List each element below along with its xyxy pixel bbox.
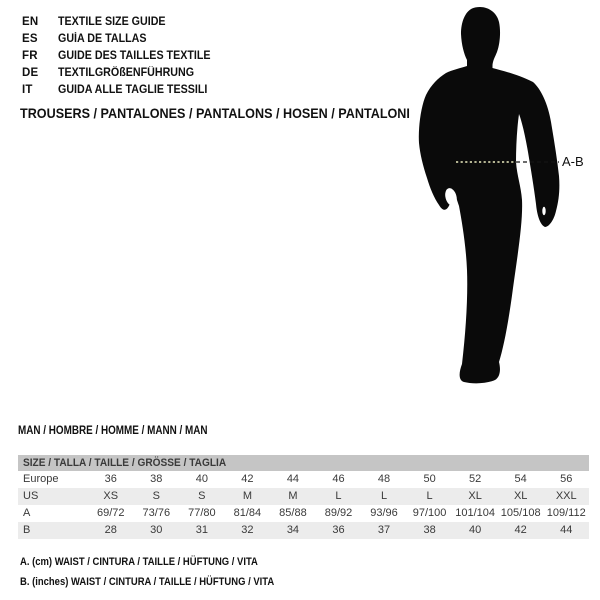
size-cell: 85/88 (279, 507, 307, 519)
row-label: US (23, 490, 39, 502)
size-cell: L (335, 490, 342, 502)
size-cell: 34 (286, 524, 300, 536)
size-cell: 56 (560, 473, 573, 485)
language-code: IT (22, 83, 33, 96)
size-cell: L (380, 490, 388, 502)
size-cell: 73/76 (142, 507, 171, 519)
language-row (22, 30, 222, 47)
size-cell: 48 (377, 473, 391, 485)
size-cell: 93/96 (370, 507, 398, 519)
language-code: EN (22, 15, 39, 28)
size-cell: 31 (195, 524, 208, 536)
size-cell: 44 (286, 473, 300, 485)
language-row (22, 81, 222, 98)
category-title: TROUSERS / PANTALONES / PANTALONS / HOSEN / PANTALONI (20, 105, 410, 121)
size-cell: XXL (555, 490, 577, 502)
size-cell: M (242, 490, 252, 502)
measure-label: A-B (562, 154, 584, 169)
size-cell: 54 (514, 473, 527, 485)
size-cell: S (152, 490, 160, 502)
size-cell: S (198, 490, 206, 502)
language-code: DE (22, 66, 39, 79)
size-table-rows (18, 471, 589, 539)
language-list (22, 13, 222, 98)
size-cell: M (288, 490, 298, 502)
size-cell: XS (103, 490, 119, 502)
size-cell: 37 (377, 524, 391, 536)
section-title: MAN / HOMBRE / HOMME / MANN / MAN (18, 425, 208, 437)
size-table-header-label: SIZE / TALLA / TAILLE / GRÖSSE / TAGLIA (23, 457, 227, 469)
table-row (18, 471, 589, 488)
size-cell: 44 (560, 524, 573, 536)
size-cell: 40 (195, 473, 208, 485)
size-cell: 42 (514, 524, 527, 536)
size-cell: 105/108 (500, 507, 541, 519)
language-code: ES (22, 32, 38, 45)
size-cell: XL (513, 490, 528, 502)
table-row (18, 522, 589, 539)
language-label: GUIDE DES TAILLES TEXTILE (58, 49, 211, 62)
language-row (22, 13, 222, 30)
size-cell: 69/72 (97, 507, 125, 519)
size-cell: XL (468, 490, 482, 502)
size-cell: 101/104 (455, 507, 496, 519)
size-cell: 97/100 (412, 507, 447, 519)
size-cell: 30 (150, 524, 163, 536)
footnotes (20, 552, 316, 592)
size-cell: 42 (241, 473, 254, 485)
size-cell: 38 (423, 524, 436, 536)
size-cell: 36 (332, 524, 345, 536)
footnote-b: B. (inches) WAIST / CINTURA / TAILLE / HÜFTUNG / VITA (20, 576, 275, 588)
row-label: B (23, 524, 31, 536)
language-label: TEXTILGRÖßENFÜHRUNG (58, 66, 195, 79)
size-cell: 38 (150, 473, 163, 485)
language-row (22, 47, 222, 64)
size-cell: L (426, 490, 433, 502)
size-cell: 28 (104, 524, 117, 536)
size-cell: 81/84 (233, 507, 262, 519)
language-label: GUIDA ALLE TAGLIE TESSILI (58, 83, 208, 96)
man-silhouette (419, 7, 560, 383)
footnote-a: A. (cm) WAIST / CINTURA / TAILLE / HÜFTUNG / VITA (20, 556, 258, 568)
language-code: FR (22, 49, 38, 62)
language-row (22, 64, 222, 81)
thumb-highlight (542, 207, 545, 215)
size-table (18, 455, 589, 539)
table-row (18, 488, 589, 505)
size-cell: 109/112 (546, 507, 586, 519)
size-table-header (18, 455, 589, 471)
size-cell: 40 (469, 524, 482, 536)
size-cell: 46 (332, 473, 345, 485)
size-cell: 52 (469, 473, 482, 485)
row-label: A (23, 507, 31, 519)
size-cell: 36 (104, 473, 117, 485)
language-label: TEXTILE SIZE GUIDE (58, 15, 166, 28)
size-cell: 32 (241, 524, 254, 536)
size-cell: 77/80 (188, 507, 216, 519)
size-cell: 89/92 (324, 507, 353, 519)
table-row (18, 505, 589, 522)
man-silhouette-figure (408, 0, 572, 392)
size-cell: 50 (423, 473, 436, 485)
language-label: GUÍA DE TALLAS (58, 32, 147, 45)
row-label: Europe (23, 473, 59, 485)
